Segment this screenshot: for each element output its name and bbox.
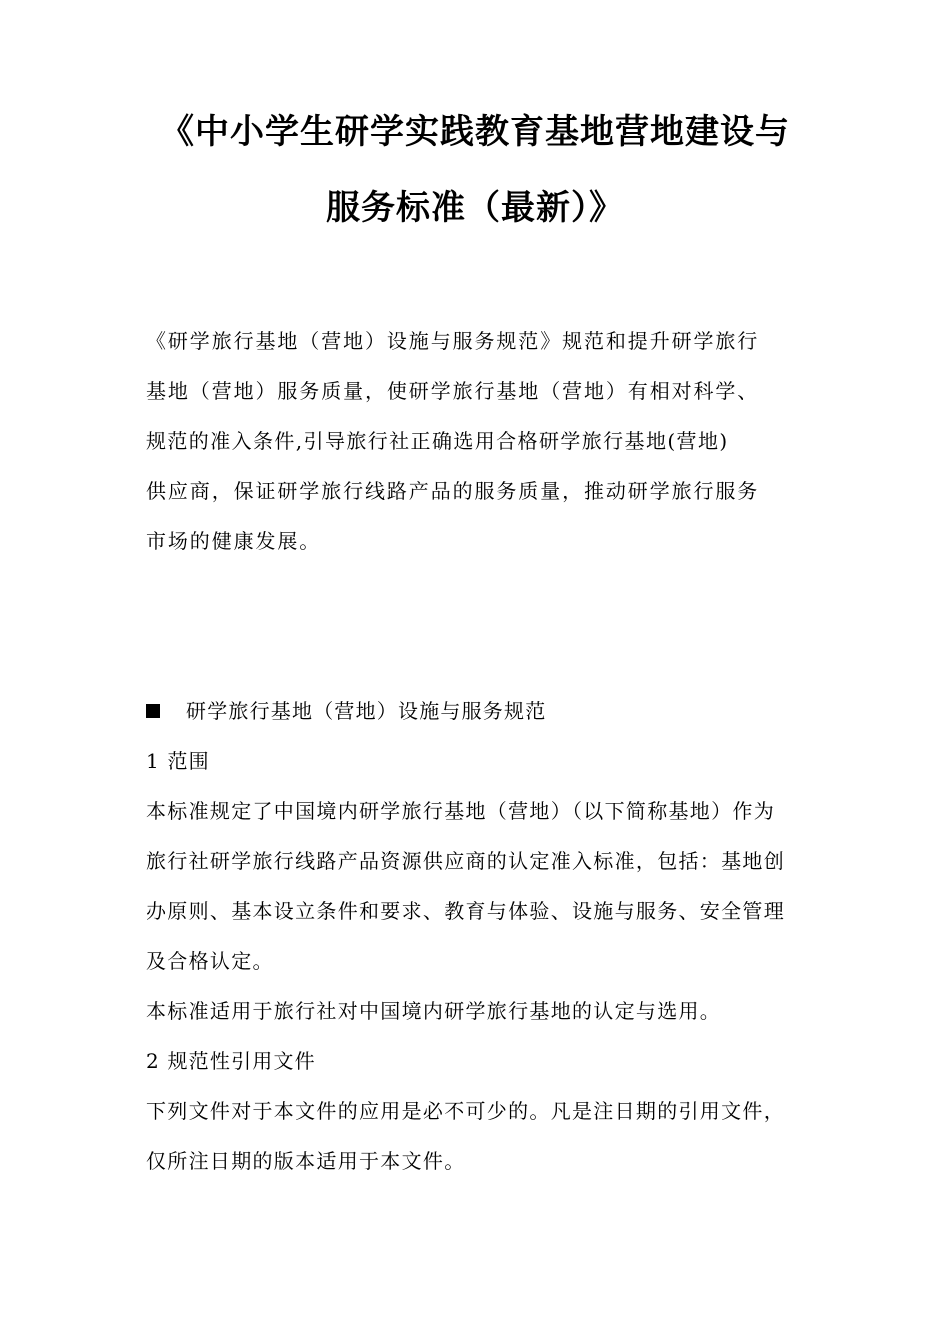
intro-paragraph	[146, 316, 808, 566]
section-2-content	[146, 1086, 808, 1186]
section-gap	[146, 566, 808, 686]
section-bullet-text: 研学旅行基地（营地）设施与服务规范	[186, 699, 547, 723]
document-title-line-2: 服务标准（最新）》	[326, 188, 624, 228]
intro-line: 规范的准入条件,引导旅行社正确选用合格研学旅行基地(营地)	[146, 429, 729, 453]
intro-line: 基地（营地）服务质量，使研学旅行基地（营地）有相对科学、	[146, 379, 760, 403]
document-title-line-1: 《中小学生研学实践教育基地营地建设与	[160, 112, 790, 152]
section-2-heading: 2 规范性引用文件	[146, 1049, 316, 1073]
section-1-heading: 1 范围	[146, 749, 210, 773]
section-1-line: 本标准规定了中国境内研学旅行基地（营地）（以下简称基地）作为	[146, 799, 775, 823]
section-2-line: 下列文件对于本文件的应用是必不可少的。凡是注日期的引用文件，	[146, 1099, 785, 1123]
section-2-line: 仅所注日期的版本适用于本文件。	[146, 1149, 466, 1173]
document-body	[146, 316, 808, 1186]
section-1-line: 办原则、基本设立条件和要求、教育与体验、设施与服务、安全管理	[146, 899, 785, 923]
intro-line: 市场的健康发展。	[146, 529, 322, 553]
intro-line: 《研学旅行基地（营地）设施与服务规范》规范和提升研学旅行	[146, 329, 760, 353]
section-1-line: 旅行社研学旅行线路产品资源供应商的认定准入标准，包括：基地创	[146, 849, 785, 873]
section-1-line: 本标准适用于旅行社对中国境内研学旅行基地的认定与选用。	[146, 999, 722, 1023]
section-1-content	[146, 786, 808, 1036]
intro-line: 供应商，保证研学旅行线路产品的服务质量，推动研学旅行服务	[146, 479, 760, 503]
section-bullet-heading	[146, 686, 808, 736]
black-square-bullet-icon	[146, 704, 160, 718]
section-1-line: 及合格认定。	[146, 949, 274, 973]
